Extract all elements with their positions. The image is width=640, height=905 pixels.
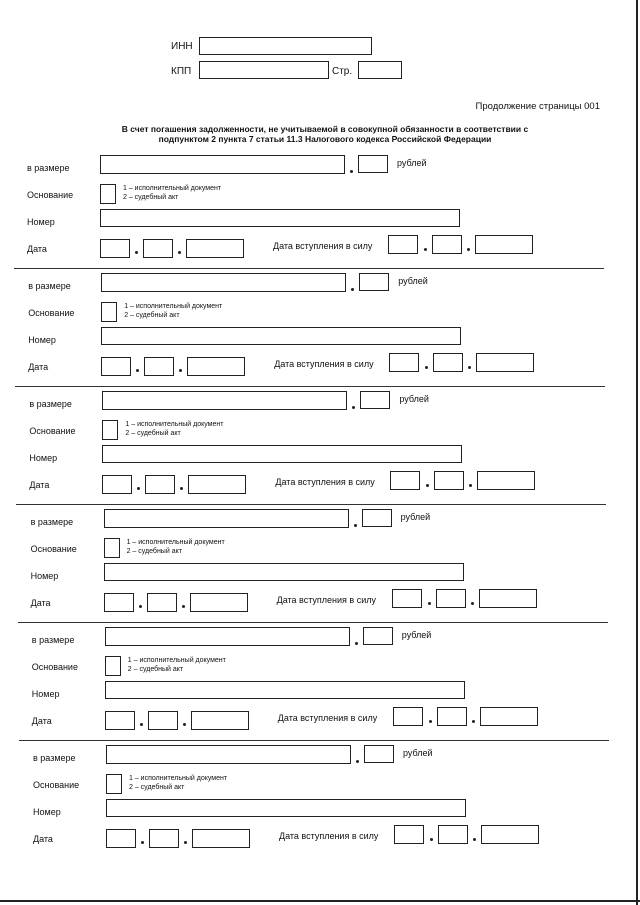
date-year-field[interactable] — [187, 357, 245, 376]
page-label: Стр. — [332, 66, 353, 77]
date-separator — [135, 251, 138, 254]
date-year-field[interactable] — [191, 711, 249, 730]
amount-label: в размере — [31, 635, 75, 645]
effective-month-field[interactable] — [433, 353, 463, 372]
amount-rubles-field[interactable] — [104, 509, 349, 528]
date-separator — [468, 366, 471, 369]
date-day-field[interactable] — [105, 711, 135, 730]
amount-label: в размере — [27, 163, 70, 173]
number-label: Номер — [30, 571, 59, 581]
date-separator — [182, 605, 185, 608]
document-number-field[interactable] — [105, 681, 465, 699]
date-separator — [471, 602, 474, 605]
basis-label: Основание — [31, 662, 78, 672]
inn-field[interactable] — [199, 37, 372, 55]
basis-option-2: 2 – судебный акт — [127, 666, 184, 673]
effective-day-field[interactable] — [390, 471, 420, 490]
date-month-field[interactable] — [145, 475, 175, 494]
amount-kopecks-field[interactable] — [360, 391, 390, 409]
amount-rubles-field[interactable] — [106, 745, 351, 764]
date-year-field[interactable] — [186, 239, 244, 258]
date-separator — [136, 369, 139, 372]
effective-year-field[interactable] — [477, 471, 535, 490]
date-label: Дата — [31, 716, 52, 726]
date-month-field[interactable] — [143, 239, 173, 258]
basis-label: Основание — [29, 426, 76, 436]
document-number-field[interactable] — [101, 327, 461, 345]
number-label: Номер — [31, 689, 60, 699]
date-separator — [472, 720, 475, 723]
amount-kopecks-field[interactable] — [364, 745, 394, 763]
date-day-field[interactable] — [106, 829, 136, 848]
basis-option-2: 2 – судебный акт — [126, 548, 182, 555]
effective-year-field[interactable] — [479, 589, 537, 608]
basis-option-1: 1 – исполнительный документ — [125, 421, 224, 428]
basis-option-1: 1 – исполнительный документ — [123, 185, 222, 192]
date-separator — [179, 369, 182, 372]
effective-month-field[interactable] — [436, 589, 466, 608]
basis-option-1: 1 – исполнительный документ — [124, 303, 223, 310]
basis-code-field[interactable] — [104, 538, 120, 558]
basis-code-field[interactable] — [101, 302, 117, 322]
rubles-label: рублей — [399, 394, 429, 404]
date-label: Дата — [28, 362, 49, 372]
effective-date-label: Дата вступления в силу — [276, 595, 376, 605]
date-label: Дата — [27, 244, 47, 254]
date-month-field[interactable] — [148, 711, 178, 730]
basis-code-field[interactable] — [106, 774, 122, 794]
rubles-label: рублей — [403, 748, 433, 758]
basis-option-1: 1 – исполнительный документ — [127, 657, 226, 664]
date-label: Дата — [30, 598, 51, 608]
date-month-field[interactable] — [144, 357, 174, 376]
document-number-field[interactable] — [102, 445, 462, 463]
section-title-line2: подпунктом 2 пункта 7 статьи 11.3 Налогового кодекса Российской Федерации — [158, 134, 492, 144]
amount-label: в размере — [28, 281, 71, 291]
amount-kopecks-field[interactable] — [362, 509, 392, 527]
amount-kopecks-field[interactable] — [359, 273, 389, 291]
rubles-label: рублей — [398, 276, 428, 286]
date-label: Дата — [29, 480, 50, 490]
rubles-label: рублей — [397, 158, 427, 168]
date-separator — [137, 487, 140, 490]
amount-label: в размере — [33, 753, 76, 763]
date-month-field[interactable] — [147, 593, 177, 612]
effective-month-field[interactable] — [432, 235, 462, 254]
basis-code-field[interactable] — [105, 656, 121, 676]
effective-year-field[interactable] — [480, 707, 538, 726]
basis-label: Основание — [30, 544, 77, 554]
decimal-point — [354, 524, 357, 527]
amount-kopecks-field[interactable] — [363, 627, 393, 645]
effective-day-field[interactable] — [393, 707, 423, 726]
document-number-field[interactable] — [100, 209, 460, 227]
block-separator — [16, 504, 606, 505]
basis-option-2: 2 – судебный акт — [125, 430, 181, 437]
effective-day-field[interactable] — [388, 235, 418, 254]
date-day-field[interactable] — [100, 239, 130, 258]
date-separator — [424, 248, 427, 251]
date-separator — [430, 838, 433, 841]
date-separator — [184, 841, 187, 844]
block-separator — [14, 268, 604, 269]
decimal-point — [352, 406, 355, 409]
date-day-field[interactable] — [102, 475, 132, 494]
amount-label: в размере — [30, 517, 74, 527]
document-number-field[interactable] — [106, 799, 466, 817]
date-separator — [469, 484, 472, 487]
date-separator — [425, 366, 428, 369]
effective-date-label: Дата вступления в силу — [274, 359, 374, 369]
basis-code-field[interactable] — [102, 420, 118, 440]
date-separator — [428, 602, 431, 605]
rubles-label: рублей — [401, 630, 432, 640]
date-year-field[interactable] — [192, 829, 250, 848]
date-label: Дата — [33, 834, 53, 844]
inn-label: ИНН — [171, 41, 193, 52]
amount-rubles-field[interactable] — [105, 627, 350, 646]
section-title-line1: В счет погашения задолженности, не учитываемой в совокупной обязанности в соответствии с — [121, 124, 529, 134]
effective-date-label: Дата вступления в силу — [279, 831, 379, 841]
amount-rubles-field[interactable] — [100, 155, 345, 174]
rubles-label: рублей — [400, 512, 431, 522]
date-separator — [141, 841, 144, 844]
date-year-field[interactable] — [190, 593, 248, 612]
date-separator — [180, 487, 183, 490]
decimal-point — [355, 642, 358, 645]
basis-label: Основание — [27, 190, 74, 200]
amount-label: в размере — [29, 399, 72, 409]
page-edge-bottom — [0, 900, 640, 902]
date-day-field[interactable] — [104, 593, 134, 612]
date-separator — [473, 838, 476, 841]
date-year-field[interactable] — [188, 475, 246, 494]
page-continuation: Продолжение страницы 001 — [475, 101, 600, 112]
effective-year-field[interactable] — [476, 353, 534, 372]
date-separator — [467, 248, 470, 251]
kpp-field[interactable] — [199, 61, 329, 79]
basis-option-1: 1 – исполнительный документ — [126, 539, 225, 546]
date-separator — [178, 251, 181, 254]
effective-day-field[interactable] — [389, 353, 419, 372]
amount-rubles-field[interactable] — [102, 391, 347, 410]
page-number-field[interactable] — [358, 61, 402, 79]
block-separator — [19, 740, 609, 741]
effective-day-field[interactable] — [392, 589, 422, 608]
effective-date-label: Дата вступления в силу — [277, 713, 378, 723]
basis-label: Основание — [28, 308, 75, 318]
date-day-field[interactable] — [101, 357, 131, 376]
effective-month-field[interactable] — [438, 825, 468, 844]
basis-option-2: 2 – судебный акт — [123, 194, 179, 201]
date-separator — [183, 723, 186, 726]
basis-option-2: 2 – судебный акт — [129, 784, 185, 791]
basis-label: Основание — [33, 780, 80, 790]
basis-option-2: 2 – судебный акт — [124, 312, 180, 319]
date-separator — [139, 605, 142, 608]
decimal-point — [356, 760, 359, 763]
date-separator — [140, 723, 143, 726]
date-month-field[interactable] — [149, 829, 179, 848]
effective-date-label: Дата вступления в силу — [275, 477, 375, 487]
number-label: Номер — [28, 335, 56, 345]
document-number-field[interactable] — [104, 563, 464, 581]
basis-option-1: 1 – исполнительный документ — [129, 775, 228, 782]
number-label: Номер — [29, 453, 58, 463]
amount-kopecks-field[interactable] — [358, 155, 388, 173]
date-separator — [429, 720, 432, 723]
block-separator — [18, 622, 608, 623]
amount-rubles-field[interactable] — [101, 273, 346, 292]
effective-day-field[interactable] — [394, 825, 424, 844]
effective-year-field[interactable] — [475, 235, 533, 254]
effective-date-label: Дата вступления в силу — [273, 241, 373, 251]
date-separator — [426, 484, 429, 487]
effective-year-field[interactable] — [481, 825, 539, 844]
decimal-point — [351, 288, 354, 291]
effective-month-field[interactable] — [437, 707, 467, 726]
number-label: Номер — [33, 807, 61, 817]
page-edge-right — [636, 0, 638, 905]
effective-month-field[interactable] — [434, 471, 464, 490]
number-label: Номер — [27, 217, 55, 227]
kpp-label: КПП — [171, 66, 192, 77]
decimal-point — [350, 170, 353, 173]
basis-code-field[interactable] — [100, 184, 116, 204]
block-separator — [15, 386, 605, 387]
